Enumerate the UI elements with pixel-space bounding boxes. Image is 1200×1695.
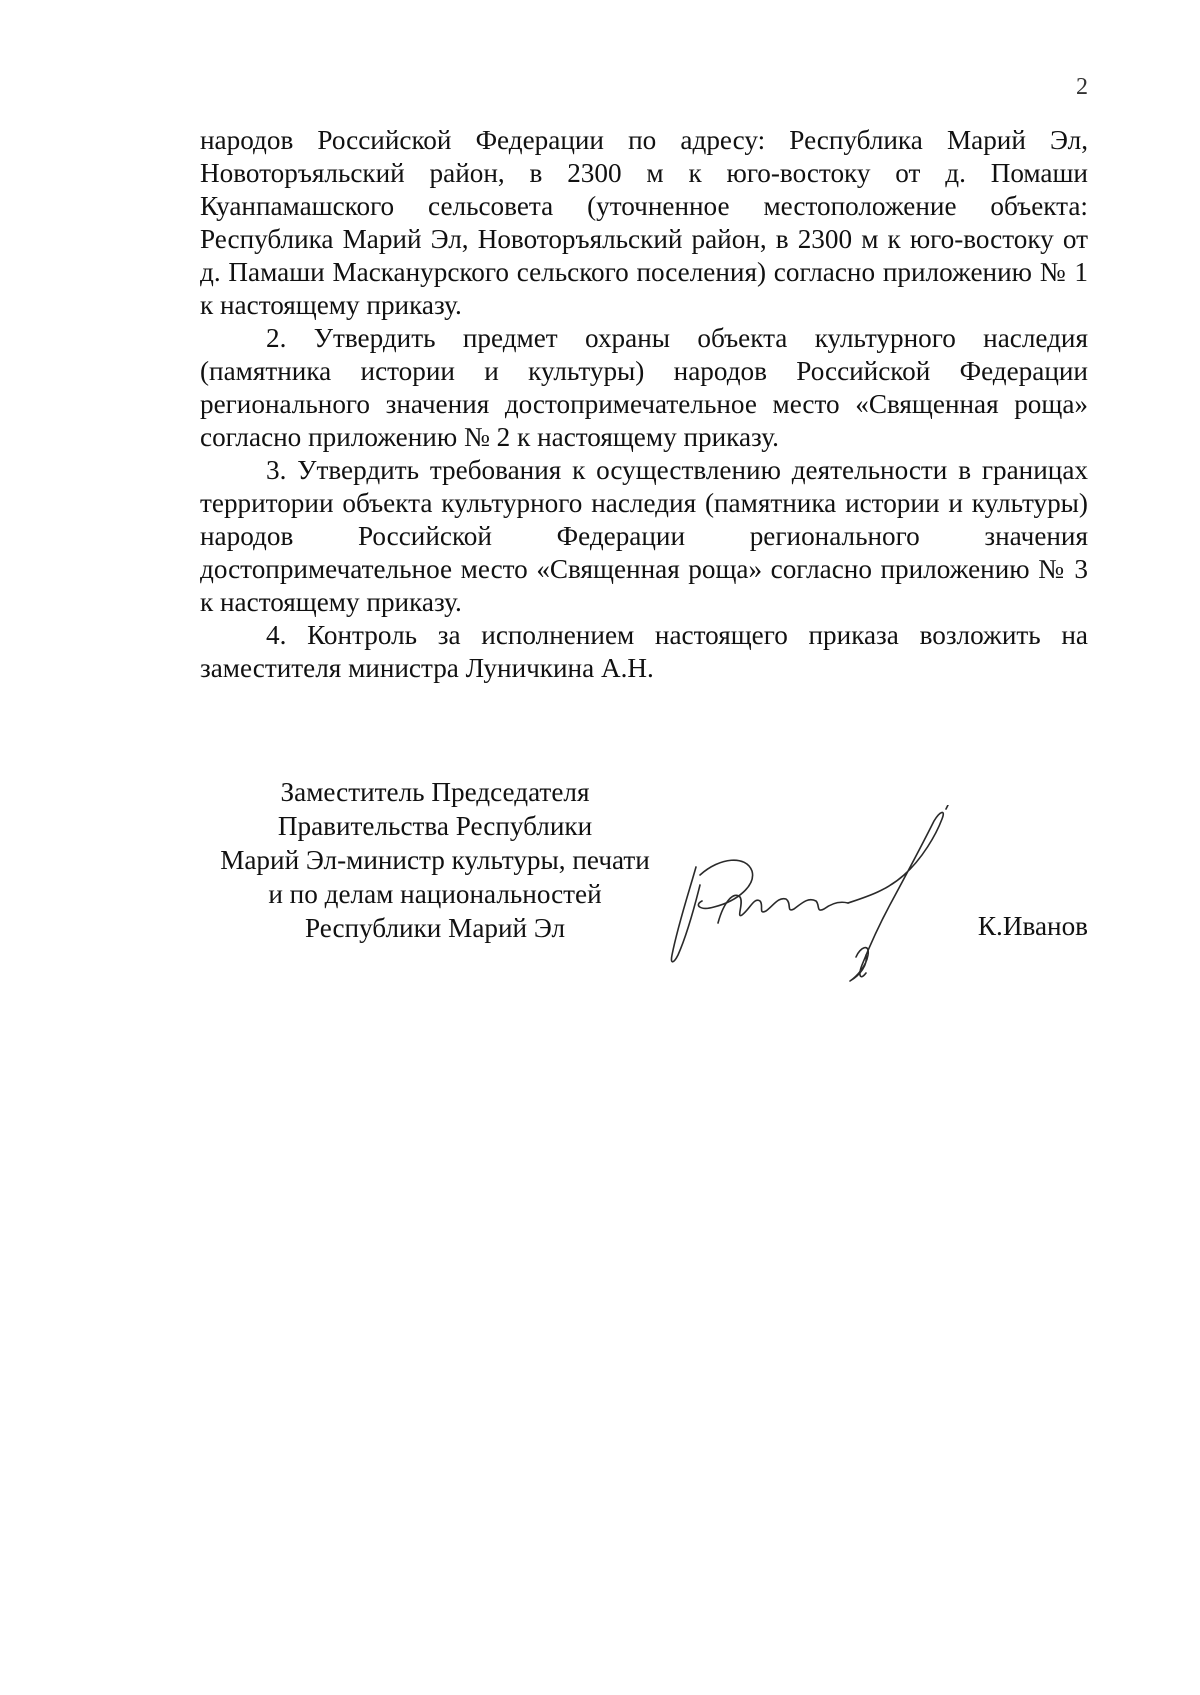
signer-position (200, 775, 670, 945)
signer-position-line: Правительства Республики (277, 811, 593, 841)
paragraph-item-2: 2. Утвердить предмет охраны объекта культурного наследия (памятника истории и культуры) народов Российской Федерации регионального значения достопримечательное место «Священная роща» согласно приложению № 2 к настоящему приказу. (200, 323, 1088, 452)
signature-block (200, 775, 1088, 975)
signer-position-line: и по делам национальностей (268, 879, 602, 909)
signer-position-line: Заместитель Председателя (280, 777, 590, 807)
signer-position-line: Республики Марий Эл (304, 913, 566, 943)
document-body (200, 124, 1088, 685)
paragraph-continuation: народов Российской Федерации по адресу: Республика Марий Эл, Новоторъяльский район, в 2300 м к юго-востоку от д. Помаши Куанпамашского сельсовета (уточненное местоположение объекта: Республика Марий Эл, Новоторъяльский район, в 2300 м к юго-востоку от д. Памаши Масканурского сельского поселения) согласно приложению № 1 к настоящему приказу. (200, 125, 1088, 320)
page-number: 2 (1076, 74, 1088, 100)
signer-name: К.Иванов (977, 911, 1088, 941)
signer-position-line: Марий Эл-министр культуры, печати (220, 845, 650, 875)
paragraph-item-3: 3. Утвердить требования к осуществлению деятельности в границах территории объекта культурного наследия (памятника истории и культуры) народов Российской Федерации регионального значения достопримечательное место «Священная роща» согласно приложению № 3 к настоящему приказу. (200, 455, 1088, 617)
handwritten-signature (660, 805, 990, 995)
paragraph-item-4: 4. Контроль за исполнением настоящего приказа возложить на заместителя министра Луничкина А.Н. (200, 620, 1088, 683)
